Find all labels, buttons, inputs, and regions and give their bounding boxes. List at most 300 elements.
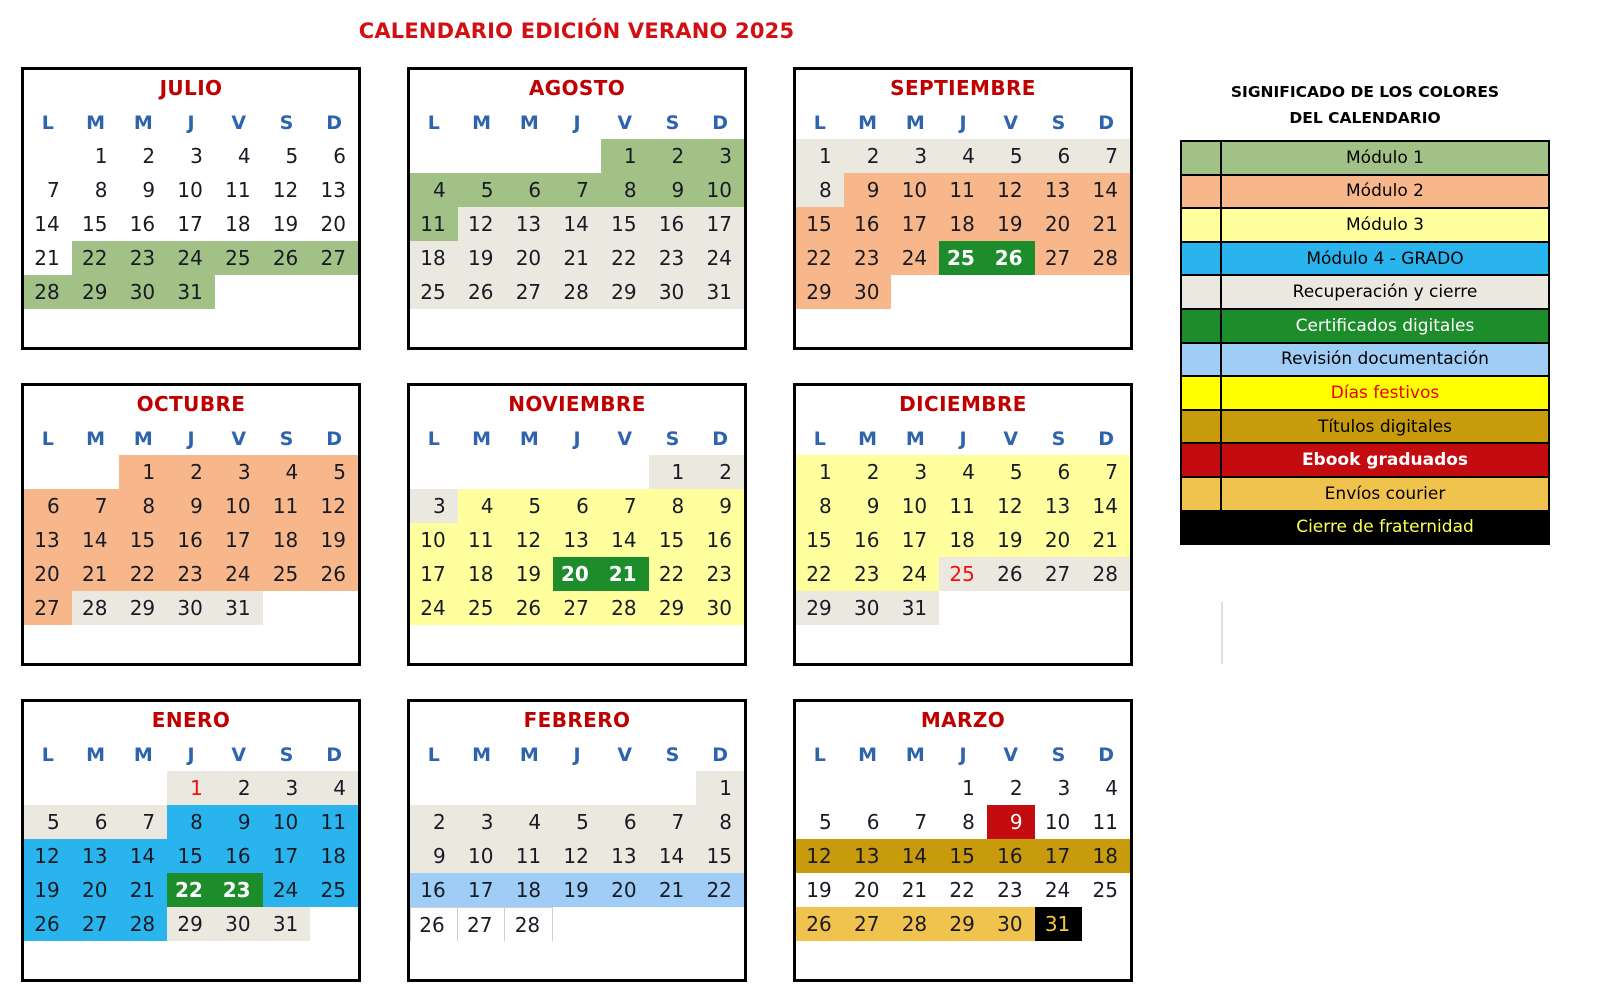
day-cell: 8 <box>962 810 975 834</box>
week-row <box>796 907 1130 941</box>
legend-label: Módulo 1 <box>1346 147 1424 168</box>
month-title: NOVIEMBRE <box>508 392 646 416</box>
empty-cell <box>649 771 697 805</box>
day-cell: 22 <box>119 557 167 591</box>
day-cell: 27 <box>1035 241 1083 275</box>
day-cell: 28 <box>553 275 601 309</box>
weekday-label: D <box>712 427 729 450</box>
week-row <box>796 241 1130 275</box>
weekday-label: M <box>905 427 925 450</box>
day-cell: 21 <box>601 557 649 591</box>
empty-cell <box>310 591 358 625</box>
day-cell: 3 <box>190 144 203 168</box>
day-cell: 3 <box>263 771 311 805</box>
legend-label: Módulo 3 <box>1346 214 1424 235</box>
empty-cell <box>505 771 553 805</box>
empty-cell <box>410 771 458 805</box>
page-title: CALENDARIO EDICIÓN VERANO 2025 <box>358 19 795 43</box>
week-row <box>24 873 358 907</box>
weekday-label: L <box>427 743 440 766</box>
day-cell: 24 <box>891 241 939 275</box>
day-cell: 13 <box>1035 173 1083 207</box>
legend-color-swatch <box>1182 411 1222 443</box>
legend-color-swatch <box>1182 344 1222 376</box>
day-cell: 20 <box>601 873 649 907</box>
day-cell: 29 <box>601 275 649 309</box>
day-cell: 20 <box>1035 207 1083 241</box>
empty-cell <box>553 455 601 489</box>
day-cell: 12 <box>796 839 844 873</box>
day-cell: 14 <box>119 839 167 873</box>
day-cell: 25 <box>1092 878 1118 902</box>
day-cell: 23 <box>696 557 744 591</box>
weekday-label: M <box>472 427 492 450</box>
weekday-label: M <box>133 743 153 766</box>
day-cell: 1 <box>649 455 697 489</box>
legend-color-swatch <box>1182 310 1222 342</box>
week-row <box>410 591 744 625</box>
day-cell: 17 <box>696 207 744 241</box>
weekday-label: M <box>133 427 153 450</box>
day-cell: 20 <box>1035 523 1083 557</box>
day-cell: 15 <box>796 523 844 557</box>
day-cell: 2 <box>649 139 697 173</box>
legend-label: Revisión documentación <box>1281 349 1489 370</box>
weekday-header-row <box>410 422 744 455</box>
legend-label: Cierre de fraternidad <box>1296 517 1474 538</box>
weekday-label: J <box>187 743 195 766</box>
day-cell: 16 <box>167 523 215 557</box>
empty-cell <box>119 771 167 805</box>
day-cell: 29 <box>649 591 697 625</box>
month-title: MARZO <box>920 708 1006 732</box>
day-cell: 15 <box>81 212 108 236</box>
weekday-header-row <box>796 106 1130 139</box>
legend-item <box>1182 512 1548 544</box>
empty-cell <box>24 455 72 489</box>
day-cell: 3 <box>891 455 939 489</box>
month-title: OCTUBRE <box>136 392 246 416</box>
calendar-noviembre <box>407 383 747 666</box>
day-cell: 11 <box>1092 810 1118 834</box>
day-cell: 19 <box>505 557 553 591</box>
day-cell: 9 <box>844 489 892 523</box>
week-row <box>24 591 358 625</box>
day-cell: 30 <box>167 591 215 625</box>
weekday-label: L <box>813 427 826 450</box>
day-cell: 31 <box>696 275 744 309</box>
empty-cell <box>1035 591 1083 625</box>
day-cell: 11 <box>225 178 251 202</box>
day-cell: 21 <box>901 878 928 902</box>
week-row <box>24 173 358 207</box>
day-cell: 2 <box>844 455 892 489</box>
day-cell: 27 <box>24 591 72 625</box>
day-cell: 28 <box>24 275 72 309</box>
day-cell: 2 <box>844 139 892 173</box>
legend-color-swatch <box>1182 209 1222 241</box>
day-cell: 19 <box>458 241 506 275</box>
weekday-label: S <box>1051 427 1066 450</box>
weekday-header-row <box>796 738 1130 771</box>
day-cell: 22 <box>949 878 975 902</box>
week-row <box>410 907 744 941</box>
weekday-label: S <box>665 111 680 134</box>
weekday-label: M <box>133 111 153 134</box>
day-cell: 12 <box>553 839 601 873</box>
day-cell: 11 <box>263 489 311 523</box>
day-cell: 18 <box>225 212 251 236</box>
week-row <box>410 241 744 275</box>
empty-cell <box>458 771 506 805</box>
day-cell: 5 <box>285 144 299 168</box>
legend-item <box>1182 276 1548 310</box>
legend-color-swatch <box>1182 142 1222 174</box>
empty-cell <box>601 455 649 489</box>
gridline-artifact <box>1221 602 1223 664</box>
day-cell: 20 <box>320 212 346 236</box>
day-cell: 29 <box>796 275 844 309</box>
week-row <box>410 771 744 805</box>
day-cell: 24 <box>696 241 744 275</box>
weekday-label: S <box>279 111 294 134</box>
calendar-marzo <box>793 699 1133 982</box>
legend-label: Certificados digitales <box>1295 315 1475 336</box>
day-cell: 30 <box>649 275 697 309</box>
day-cell: 4 <box>939 455 987 489</box>
day-cell: 9 <box>987 805 1035 839</box>
day-cell: 26 <box>796 907 844 941</box>
day-cell: 4 <box>263 455 311 489</box>
day-cell: 9 <box>844 173 892 207</box>
weekday-label: M <box>519 111 539 134</box>
day-cell: 10 <box>1044 810 1071 834</box>
day-cell: 1 <box>601 139 649 173</box>
day-cell: 22 <box>72 241 120 275</box>
day-cell: 22 <box>167 873 215 907</box>
day-cell: 4 <box>505 805 553 839</box>
weekday-header-row <box>24 738 358 771</box>
day-cell: 29 <box>72 275 120 309</box>
weekday-label: J <box>959 111 967 134</box>
day-cell: 16 <box>696 523 744 557</box>
legend-item <box>1182 243 1548 277</box>
day-cell: 17 <box>1035 839 1083 873</box>
day-cell: 13 <box>505 207 553 241</box>
day-cell: 13 <box>24 523 72 557</box>
day-cell: 30 <box>696 591 744 625</box>
empty-cell <box>458 139 506 173</box>
weekday-header-row <box>796 422 1130 455</box>
day-cell: 30 <box>119 275 167 309</box>
day-cell: 16 <box>215 839 263 873</box>
day-cell: 5 <box>310 455 358 489</box>
weekday-label: J <box>573 743 581 766</box>
weekday-label: M <box>86 111 106 134</box>
day-cell: 5 <box>987 455 1035 489</box>
day-cell: 5 <box>458 173 506 207</box>
week-row <box>410 489 744 523</box>
week-row <box>24 241 358 275</box>
day-cell: 14 <box>72 523 120 557</box>
weekday-label: M <box>858 111 878 134</box>
day-cell: 31 <box>1035 907 1083 941</box>
day-cell: 21 <box>119 873 167 907</box>
day-cell: 24 <box>167 241 215 275</box>
week-row <box>410 557 744 591</box>
day-cell: 12 <box>310 489 358 523</box>
empty-cell <box>1035 275 1083 309</box>
weekday-label: S <box>279 743 294 766</box>
day-cell: 24 <box>1044 878 1071 902</box>
empty-cell <box>72 455 120 489</box>
empty-cell <box>1082 907 1130 941</box>
day-cell: 13 <box>601 839 649 873</box>
day-cell: 8 <box>94 178 108 202</box>
weekday-label: L <box>427 427 440 450</box>
legend-color-swatch <box>1182 444 1222 476</box>
day-cell: 31 <box>263 907 311 941</box>
day-cell: 13 <box>1035 489 1083 523</box>
day-cell: 19 <box>24 873 72 907</box>
week-row <box>796 207 1130 241</box>
legend-label: Días festivos <box>1330 382 1440 403</box>
month-title: DICIEMBRE <box>899 392 1027 416</box>
week-row <box>24 139 358 173</box>
empty-cell <box>939 591 987 625</box>
week-row <box>24 907 358 941</box>
day-cell: 2 <box>142 144 156 168</box>
weekday-label: D <box>326 743 343 766</box>
day-cell: 7 <box>119 805 167 839</box>
day-cell: 9 <box>696 489 744 523</box>
weekday-label: V <box>231 743 247 766</box>
day-cell: 14 <box>34 212 60 236</box>
day-cell: 14 <box>891 839 939 873</box>
week-row <box>796 557 1130 591</box>
weekday-label: D <box>326 111 343 134</box>
day-cell: 23 <box>649 241 697 275</box>
day-cell: 28 <box>1082 557 1130 591</box>
day-cell: 27 <box>458 907 506 941</box>
day-cell: 22 <box>696 873 744 907</box>
weekday-label: J <box>187 427 195 450</box>
weekday-label: V <box>1003 743 1019 766</box>
day-cell: 18 <box>410 241 458 275</box>
day-cell: 26 <box>458 275 506 309</box>
day-cell: 8 <box>696 805 744 839</box>
week-row <box>24 557 358 591</box>
day-cell: 17 <box>891 207 939 241</box>
day-cell: 16 <box>129 212 156 236</box>
day-cell: 25 <box>939 241 987 275</box>
day-cell: 12 <box>987 489 1035 523</box>
month-title: ENERO <box>151 708 231 732</box>
weekday-label: D <box>712 111 729 134</box>
day-cell: 18 <box>939 207 987 241</box>
legend <box>1180 79 1550 545</box>
day-cell: 21 <box>72 557 120 591</box>
weekday-label: S <box>665 743 680 766</box>
day-cell: 6 <box>553 489 601 523</box>
calendar-octubre <box>21 383 361 666</box>
empty-cell <box>410 139 458 173</box>
week-row <box>24 839 358 873</box>
day-cell: 2 <box>410 805 458 839</box>
day-cell: 15 <box>167 839 215 873</box>
day-cell: 9 <box>410 839 458 873</box>
week-row <box>410 805 744 839</box>
day-cell: 27 <box>844 907 892 941</box>
day-cell: 27 <box>505 275 553 309</box>
day-cell: 24 <box>891 557 939 591</box>
day-cell: 9 <box>142 178 156 202</box>
weekday-label: M <box>472 111 492 134</box>
weekday-label: J <box>959 427 967 450</box>
week-row <box>24 771 358 805</box>
day-cell: 20 <box>505 241 553 275</box>
day-cell: 2 <box>696 455 744 489</box>
day-cell: 12 <box>987 173 1035 207</box>
empty-cell <box>601 771 649 805</box>
week-row <box>796 275 1130 309</box>
week-row <box>796 839 1130 873</box>
day-cell: 15 <box>796 207 844 241</box>
day-cell: 22 <box>796 557 844 591</box>
day-cell: 24 <box>410 591 458 625</box>
month-title: FEBRERO <box>523 708 631 732</box>
day-cell: 4 <box>939 139 987 173</box>
day-cell: 30 <box>844 591 892 625</box>
day-cell: 6 <box>866 810 880 834</box>
day-cell: 7 <box>1082 455 1130 489</box>
week-row <box>796 173 1130 207</box>
day-cell: 19 <box>987 207 1035 241</box>
weekday-label: S <box>1051 111 1066 134</box>
week-row <box>796 771 1130 805</box>
empty-cell <box>310 275 358 309</box>
day-cell: 12 <box>24 839 72 873</box>
day-cell: 26 <box>987 557 1035 591</box>
day-cell: 12 <box>505 523 553 557</box>
day-cell: 6 <box>1035 455 1083 489</box>
day-cell: 23 <box>844 241 892 275</box>
day-cell: 1 <box>962 776 975 800</box>
weekday-label: M <box>519 427 539 450</box>
day-cell: 13 <box>553 523 601 557</box>
day-cell: 28 <box>505 907 553 941</box>
week-row <box>410 207 744 241</box>
empty-cell <box>891 275 939 309</box>
empty-cell <box>1082 275 1130 309</box>
week-row <box>24 489 358 523</box>
legend-item <box>1182 344 1548 378</box>
day-cell: 10 <box>696 173 744 207</box>
empty-cell <box>263 591 311 625</box>
day-cell: 29 <box>119 591 167 625</box>
legend-item <box>1182 209 1548 243</box>
empty-cell <box>553 907 601 941</box>
day-cell: 28 <box>1082 241 1130 275</box>
weekday-label: D <box>712 743 729 766</box>
empty-cell <box>601 907 649 941</box>
weekday-label: S <box>279 427 294 450</box>
week-row <box>410 139 744 173</box>
weekday-label: M <box>472 743 492 766</box>
day-cell: 11 <box>458 523 506 557</box>
week-row <box>24 523 358 557</box>
day-cell: 26 <box>310 557 358 591</box>
weekday-label: J <box>187 111 195 134</box>
weekday-label: V <box>231 427 247 450</box>
day-cell: 16 <box>844 207 892 241</box>
day-cell: 26 <box>24 907 72 941</box>
weekday-label: M <box>519 743 539 766</box>
weekday-label: M <box>905 111 925 134</box>
week-row <box>24 275 358 309</box>
day-cell: 6 <box>333 144 346 168</box>
weekday-label: M <box>858 427 878 450</box>
day-cell: 13 <box>844 839 892 873</box>
day-cell: 11 <box>505 839 553 873</box>
day-cell: 18 <box>505 873 553 907</box>
day-cell: 23 <box>167 557 215 591</box>
day-cell: 5 <box>24 805 72 839</box>
month-title: JULIO <box>159 76 223 100</box>
day-cell: 9 <box>167 489 215 523</box>
day-cell: 6 <box>72 805 120 839</box>
weekday-label: L <box>41 427 54 450</box>
day-cell: 1 <box>94 144 108 168</box>
day-cell: 19 <box>987 523 1035 557</box>
day-cell: 11 <box>310 805 358 839</box>
empty-cell <box>1082 591 1130 625</box>
calendar-enero <box>21 699 361 982</box>
legend-color-swatch <box>1182 243 1222 275</box>
day-cell: 4 <box>458 489 506 523</box>
day-cell: 12 <box>272 178 299 202</box>
empty-cell <box>505 455 553 489</box>
day-cell: 6 <box>24 489 72 523</box>
day-cell: 10 <box>458 839 506 873</box>
day-cell: 10 <box>215 489 263 523</box>
weekday-label: L <box>41 743 54 766</box>
weekday-header-row <box>24 422 358 455</box>
week-row <box>796 591 1130 625</box>
day-cell: 11 <box>410 207 458 241</box>
legend-label: Títulos digitales <box>1317 416 1453 437</box>
day-cell: 7 <box>914 810 928 834</box>
day-cell: 31 <box>167 275 215 309</box>
week-row <box>24 207 358 241</box>
calendar-agosto <box>407 67 747 350</box>
day-cell: 16 <box>410 873 458 907</box>
day-cell: 17 <box>263 839 311 873</box>
day-cell: 16 <box>649 207 697 241</box>
weekday-label: D <box>326 427 343 450</box>
legend-item <box>1182 478 1548 512</box>
day-cell: 29 <box>939 907 987 941</box>
day-cell: 24 <box>263 873 311 907</box>
day-cell: 21 <box>649 873 697 907</box>
week-row <box>796 523 1130 557</box>
day-cell: 22 <box>649 557 697 591</box>
weekday-label: D <box>1098 111 1115 134</box>
day-cell: 16 <box>987 839 1035 873</box>
day-cell: 3 <box>696 139 744 173</box>
day-cell: 19 <box>310 523 358 557</box>
week-row <box>410 839 744 873</box>
